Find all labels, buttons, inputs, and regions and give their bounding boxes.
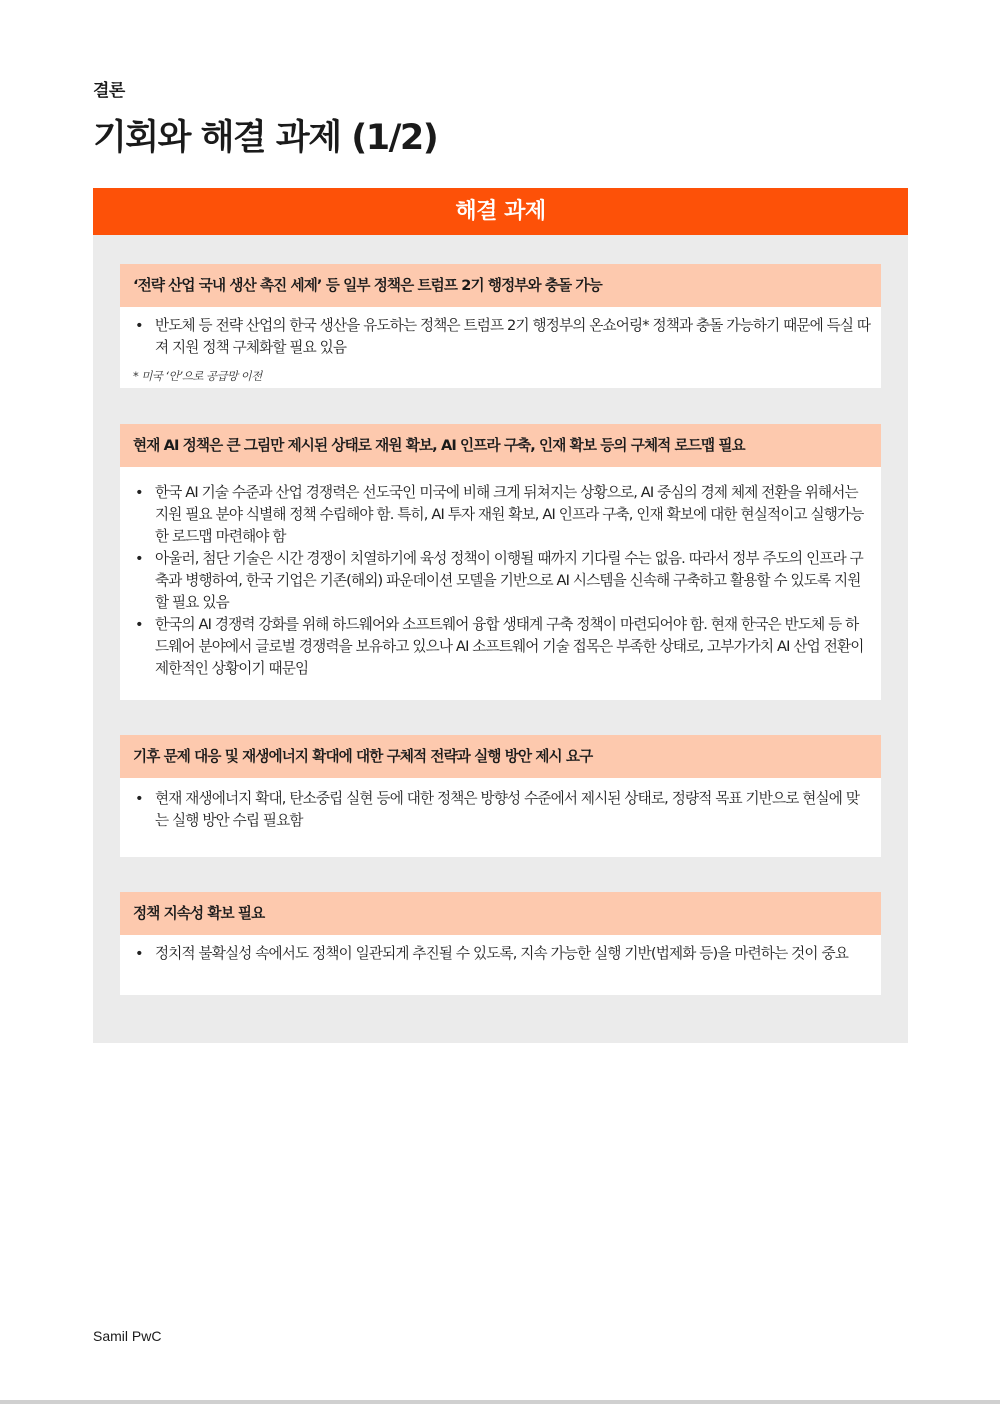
bullet-list [133,482,871,680]
bottom-divider [0,1400,1000,1404]
challenges-panel [93,188,908,1043]
panel-header: 해결 과제 [93,188,908,235]
footer-brand: Samil PwC [93,1328,162,1344]
bullet-item: • 한국 AI 기술 수준과 산업 경쟁력은 선도국인 미국에 비해 크게 뒤쳐지는 상황으로, AI 중심의 경제 체제 전환을 위해서는 지원 필요 분야 식별해 정책 수립해야 함. 특히, AI 투자 재원 확보, AI 인프라 구축, 인재 확보에 대한 현실적이고 실행가능한 로드맵 마련해야 함 [133,482,871,548]
card-policy-continuity [120,892,881,995]
bullet-item: • 정치적 불확실성 속에서도 정책이 일관되게 추진될 수 있도록, 지속 가능한 실행 기반(법제화 등)을 마련하는 것이 중요 [133,943,871,965]
card-climate-policy [120,735,881,857]
card-heading: 정책 지속성 확보 필요 [120,892,881,935]
card-body [120,778,881,842]
card-body [120,307,881,394]
bullet-item: • 반도체 등 전략 산업의 한국 생산을 유도하는 정책은 트럼프 2기 행정부의 온쇼어링* 정책과 충돌 가능하기 때문에 득실 따져 지원 정책 구체화할 필요 있음 [133,315,871,359]
bullet-list [133,943,871,965]
card-body [120,467,881,690]
card-ai-policy [120,424,881,700]
footnote: * 미국 ‘안’으로 공급망 이전 [133,369,262,383]
card-heading: 기후 문제 대응 및 재생에너지 확대에 대한 구체적 전략과 실행 방안 제시 요구 [120,735,881,778]
card-tax-policy [120,264,881,388]
bullet-item: • 한국의 AI 경쟁력 강화를 위해 하드웨어와 소프트웨어 융합 생태계 구축 정책이 마련되어야 함. 현재 한국은 반도체 등 하드웨어 분야에서 글로벌 경쟁력을 보유하고 있으나 AI 소프트웨어 기술 접목은 부족한 상태로, 고부가가치 AI 산업 전환이 제한적인 상황이기 때문임 [133,614,871,680]
card-heading: 현재 AI 정책은 큰 그림만 제시된 상태로 재원 확보, AI 인프라 구축, 인재 확보 등의 구체적 로드맵 필요 [120,424,881,467]
card-body [120,935,881,975]
bullet-list [133,788,871,832]
bullet-list [133,315,871,359]
bullet-item: • 현재 재생에너지 확대, 탄소중립 실현 등에 대한 정책은 방향성 수준에서 제시된 상태로, 정량적 목표 기반으로 현실에 맞는 실행 방안 수립 필요함 [133,788,871,832]
card-heading: ‘전략 산업 국내 생산 촉진 세제’ 등 일부 정책은 트럼프 2기 행정부와 충돌 가능 [120,264,881,307]
page-title: 기회와 해결 과제 (1/2) [93,118,438,158]
section-label: 결론 [93,81,125,101]
bullet-item: • 아울러, 첨단 기술은 시간 경쟁이 치열하기에 육성 정책이 이행될 때까지 기다릴 수는 없음. 따라서 정부 주도의 인프라 구축과 병행하여, 한국 기업은 기존(해외) 파운데이션 모델을 기반으로 AI 시스템을 신속해 구축하고 활용할 수 있도록 지원할 필요 있음 [133,548,871,614]
